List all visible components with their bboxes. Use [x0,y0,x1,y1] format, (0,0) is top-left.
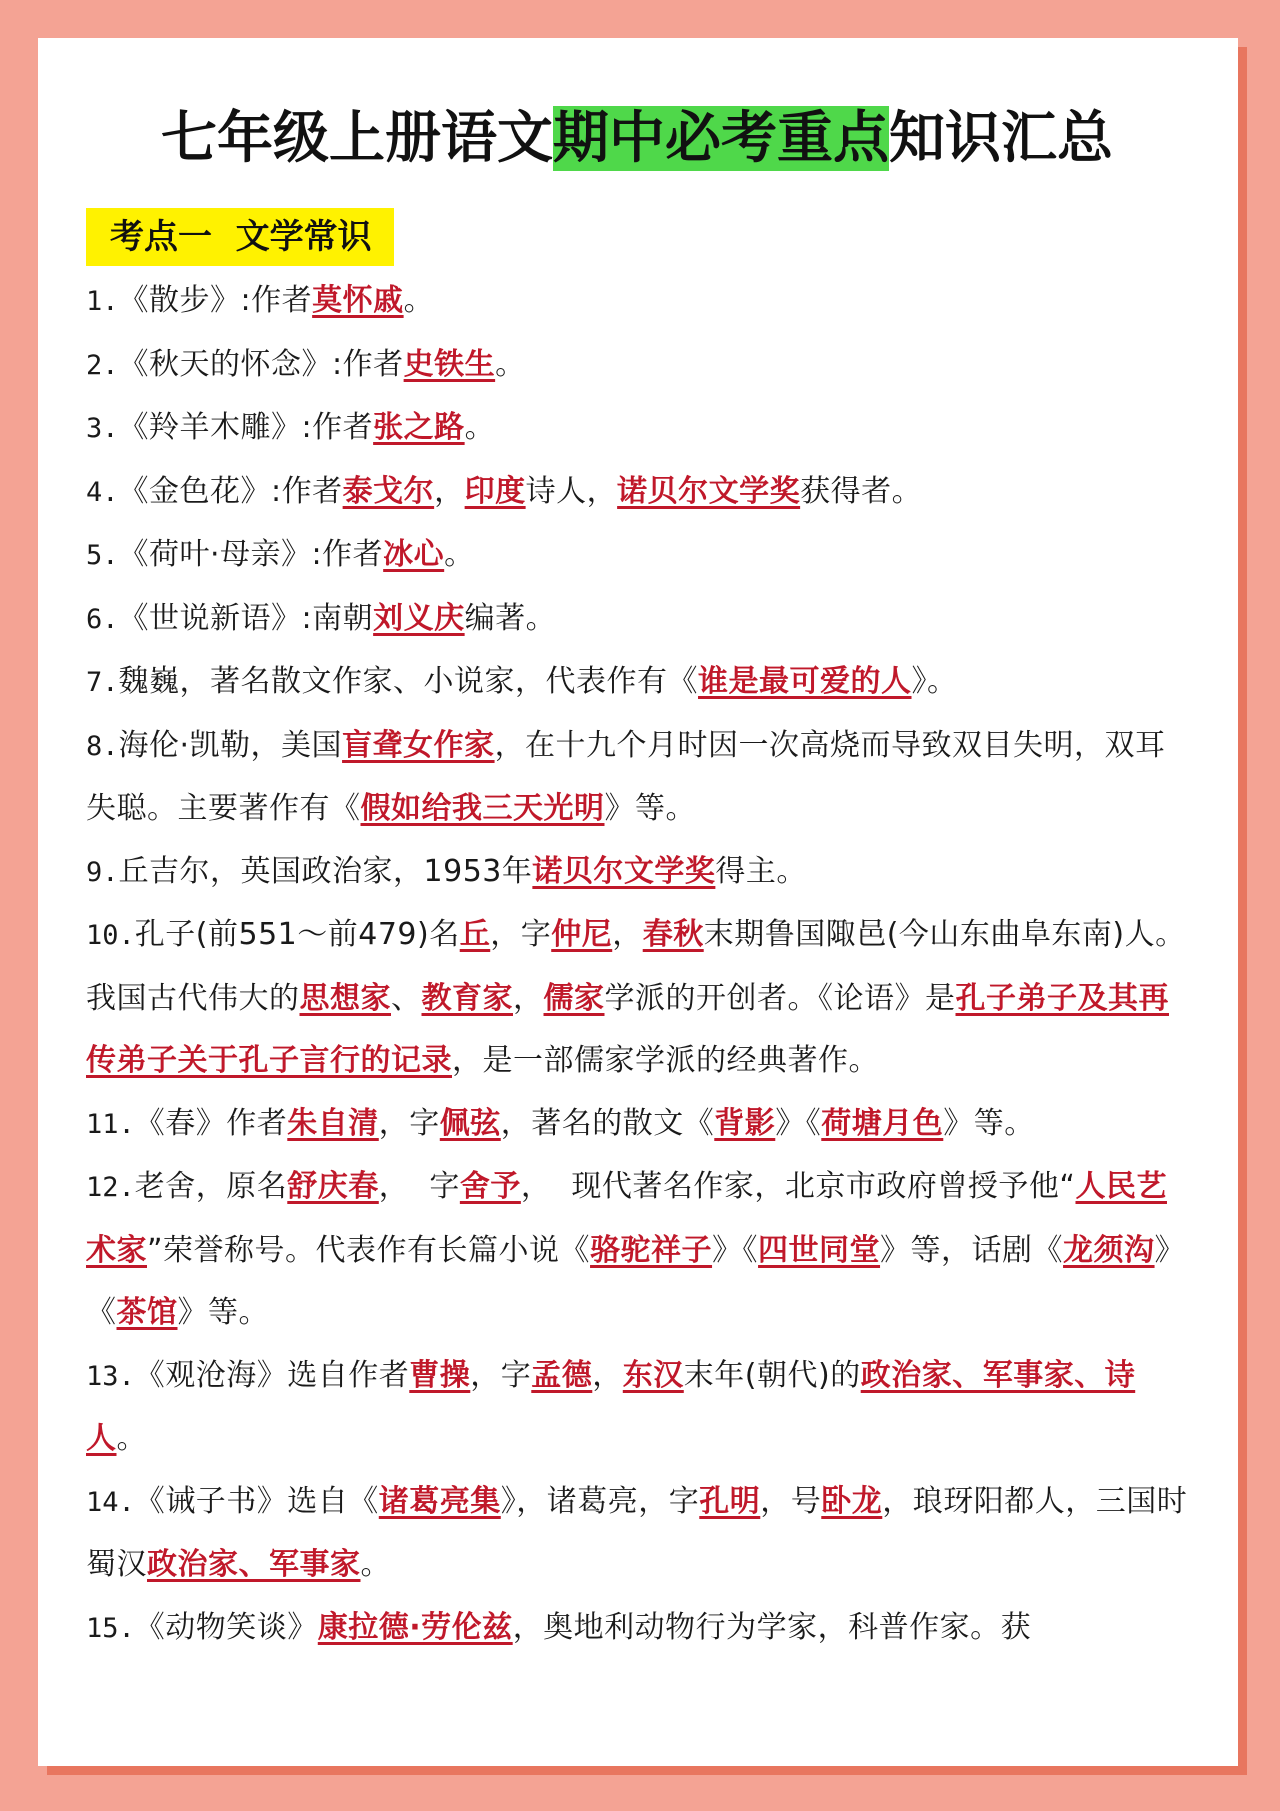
item-text: ，在十九个月时因一次高烧而导致双目失明，双耳失聪。主要著作有《 [86,727,1166,826]
item-text: 》等。 [604,791,696,826]
list-item [86,715,1188,841]
item-number: 1. [86,286,119,317]
knowledge-list [86,270,1188,1660]
item-text: 《秋天的怀念》:作者 [118,346,404,382]
item-text: 《羚羊木雕》:作者 [118,410,374,445]
item-number: 9. [86,856,119,888]
item-text: 《动物笑谈》 [134,1609,318,1645]
key-term: 舍予 [459,1169,521,1204]
key-term: 四世同堂 [758,1232,881,1268]
item-text: 《荷叶·母亲》:作者 [118,537,384,572]
item-text: 丘吉尔，英国政治家，1953年 [118,853,533,889]
list-item [86,397,1188,461]
item-text: 。 [403,283,435,318]
item-text: ，字 [470,1357,532,1393]
item-text: 》《 [86,1232,1186,1330]
item-text: 编著。 [464,600,557,636]
key-term: 莫怀戚 [312,283,404,318]
item-text: 《散步》:作者 [118,283,313,318]
key-term: 龙须沟 [1063,1232,1155,1268]
key-term: 儒家 [543,980,605,1016]
list-item [86,1597,1188,1661]
key-term: 印度 [464,473,526,509]
item-text: ，著名的散文《 [500,1105,715,1141]
item-text: ，号 [760,1483,822,1519]
item-text: 学派的开创者。《论语》是 [604,980,956,1016]
document-sheet [38,38,1238,1766]
key-term: 诺贝尔文学奖 [617,473,801,509]
page-title [86,100,1188,178]
item-text: 孔子(前551～前479)名 [134,917,460,952]
list-item [86,1156,1188,1345]
key-term: 舒庆春 [287,1169,379,1204]
key-term: 茶馆 [116,1295,178,1330]
item-text: 《春》作者 [134,1105,288,1141]
item-text: 获得者。 [800,473,923,509]
item-text: 老舍，原名 [134,1169,288,1204]
list-item [86,334,1188,398]
item-text: 海伦·凯勒，美国 [118,727,343,763]
item-text: 《观沧海》选自作者 [134,1357,410,1393]
item-text: 》。 [911,664,958,699]
item-text: 魏巍，著名散文作家、小说家，代表作有《 [118,664,699,699]
item-text: ”荣誉称号。代表作有长篇小说《 [147,1232,591,1268]
key-term: 泰戈尔 [342,473,435,509]
key-term: 史铁生 [403,346,496,382]
list-item [86,651,1188,715]
item-text: ，奥地利动物行为学家，科普作家。获 [512,1609,1032,1645]
key-term: 背影 [714,1105,776,1141]
key-term: 谁是最可爱的人 [698,664,912,699]
list-item [86,524,1188,588]
item-number: 8. [86,730,119,762]
item-number: 13. [86,1360,135,1392]
item-text: 。 [464,410,496,445]
item-text: 》《 [775,1105,822,1141]
key-term: 朱自清 [287,1105,379,1141]
item-number: 7. [86,667,119,698]
item-text: 》等，话剧《 [880,1232,1064,1268]
key-term: 盲聋女作家 [342,727,495,763]
item-text: 》，诸葛亮，字 [500,1483,700,1519]
item-number: 2. [86,349,119,381]
key-term: 思想家 [299,980,391,1016]
section-heading: 考点一 文学常识 [86,208,394,266]
key-term: 政治家、军事家、诗人 [86,1357,1136,1456]
key-term: 康拉德·劳伦兹 [317,1609,513,1645]
item-number: 11. [86,1108,135,1140]
key-term: 教育家 [421,980,513,1016]
key-term: 诸葛亮集 [378,1483,501,1519]
item-number: 4. [86,476,119,508]
key-term: 冰心 [383,537,445,572]
item-text: ，琅玡阳都人，三国时蜀汉 [86,1483,1188,1582]
item-text: 。 [360,1547,391,1582]
key-term: 曹操 [409,1357,471,1393]
title-highlight: 期中必考重点 [553,106,889,171]
key-term: 假如给我三天光明 [360,791,605,826]
item-text: 。 [116,1421,147,1456]
item-text: ， [513,980,544,1016]
item-number: 5. [86,540,119,571]
key-term: 春秋 [642,917,704,952]
item-text: 。 [444,537,475,572]
key-term: 刘义庆 [373,600,465,636]
item-text: 《金色花》:作者 [118,473,343,509]
item-text: 》等。 [943,1105,1035,1141]
item-text: 《世说新语》:南朝 [118,600,374,636]
item-text: 末期鲁国陬邑(今山东曲阜东南)人。我国古代伟大的 [86,917,1186,1016]
list-item [86,1471,1188,1597]
title-prefix: 七年级上册语文 [161,106,553,171]
key-term: 政治家、军事家 [147,1547,361,1582]
key-term: 丘 [459,917,491,952]
item-text: ，字 [490,917,552,952]
list-item [86,904,1188,1093]
item-text: ， 现代著名作家，北京市政府曾授予他“ [520,1169,1076,1204]
key-term: 荷塘月色 [821,1105,944,1141]
list-item [86,270,1188,334]
item-number: 10. [86,920,135,951]
item-text: ，字 [378,1105,440,1141]
item-number: 3. [86,413,119,444]
key-term: 孟德 [531,1357,593,1393]
item-text: 、 [391,980,422,1016]
item-text: 诗人， [525,473,618,509]
key-term: 佩弦 [439,1105,501,1141]
key-term: 诺贝尔文学奖 [532,853,716,889]
key-term: 东汉 [622,1357,684,1393]
key-term: 孔明 [699,1483,761,1519]
key-term: 仲尼 [551,917,613,952]
item-number: 6. [86,603,119,635]
list-item [86,588,1188,652]
key-term: 张之路 [373,410,465,445]
item-text: ， [592,1357,623,1393]
list-item [86,1093,1188,1157]
key-term: 孔子弟子及其再传弟子关于孔子言行的记录 [86,980,1169,1078]
item-number: 15. [86,1612,135,1644]
item-text: ， [434,473,465,509]
title-suffix: 知识汇总 [889,106,1113,171]
item-text: ，是一部儒家学派的经典著作。 [452,1043,879,1078]
list-item [86,841,1188,905]
item-text: 末年(朝代)的 [683,1357,861,1393]
key-term: 人民艺术家 [86,1169,1167,1268]
item-number: 12. [86,1172,135,1203]
key-term: 卧龙 [821,1483,883,1519]
item-number: 14. [86,1486,135,1518]
item-text: 《诫子书》选自《 [134,1483,379,1519]
item-text: ， [612,917,643,952]
item-text: ， 字 [378,1169,460,1204]
item-text: 。 [495,346,526,382]
list-item [86,461,1188,525]
key-term: 骆驼祥子 [590,1232,713,1268]
item-text: 》等。 [177,1295,269,1330]
item-text: 得主。 [715,853,807,889]
item-text: 》《 [712,1232,759,1268]
list-item [86,1345,1188,1471]
